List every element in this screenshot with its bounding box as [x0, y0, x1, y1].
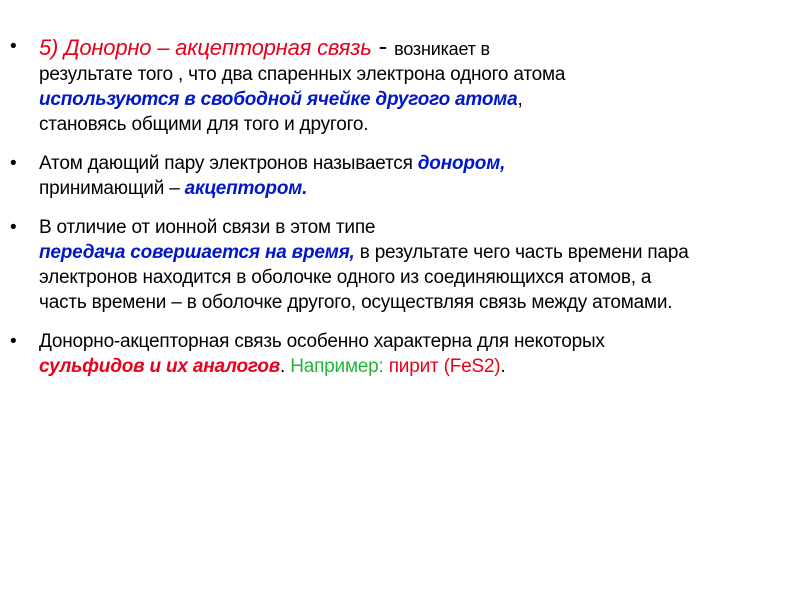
bullet-donor-acceptor-definition [10, 31, 700, 137]
text-span: в результате чего часть времени пара электронов находится в оболочке одного из соединяющихся атомов, а часть времени – в оболочке другого, осуществляя связь между атомами. [39, 242, 689, 313]
bullet-marker: • [10, 36, 17, 57]
bullet-donor-term [10, 151, 700, 201]
bullet-marker: • [10, 217, 17, 238]
text-span: возникает в [394, 39, 490, 59]
emphasis-text: сульфидов и их аналогов [39, 356, 281, 377]
emphasis-text: передача совершается на время, [39, 242, 355, 263]
text-span: Донорно-акцепторная связь особенно характерна для некоторых [39, 331, 605, 352]
text-span: . [500, 356, 506, 377]
bullet-ionic-comparison [10, 215, 700, 315]
section-heading: 5) Донорно – акцепторная связь [39, 35, 372, 60]
text-span: принимающий – [39, 178, 185, 199]
text-span: Атом дающий пару электронов называется [39, 153, 418, 174]
text-span: становясь общими для того и другого. [39, 114, 369, 135]
text-span: результате того , что два спаренных электрона одного атома [39, 64, 566, 85]
heading-dash: - [371, 31, 395, 61]
bullet-marker: • [10, 331, 17, 352]
emphasis-text: донором, [417, 153, 506, 174]
bullet-list [10, 31, 700, 393]
bullet-marker: • [10, 153, 17, 174]
example-label: Например: [290, 356, 389, 377]
emphasis-text: акцептором. [184, 178, 308, 199]
text-span: . [280, 356, 291, 377]
bullet-sulfides-example [10, 329, 700, 379]
text-span: , [517, 89, 523, 110]
mineral-name: пирит (FeS2) [388, 356, 501, 377]
text-span: В отличие от ионной связи в этом типе [39, 217, 376, 238]
emphasis-text: используются в свободной ячейке другого атома [39, 89, 518, 110]
